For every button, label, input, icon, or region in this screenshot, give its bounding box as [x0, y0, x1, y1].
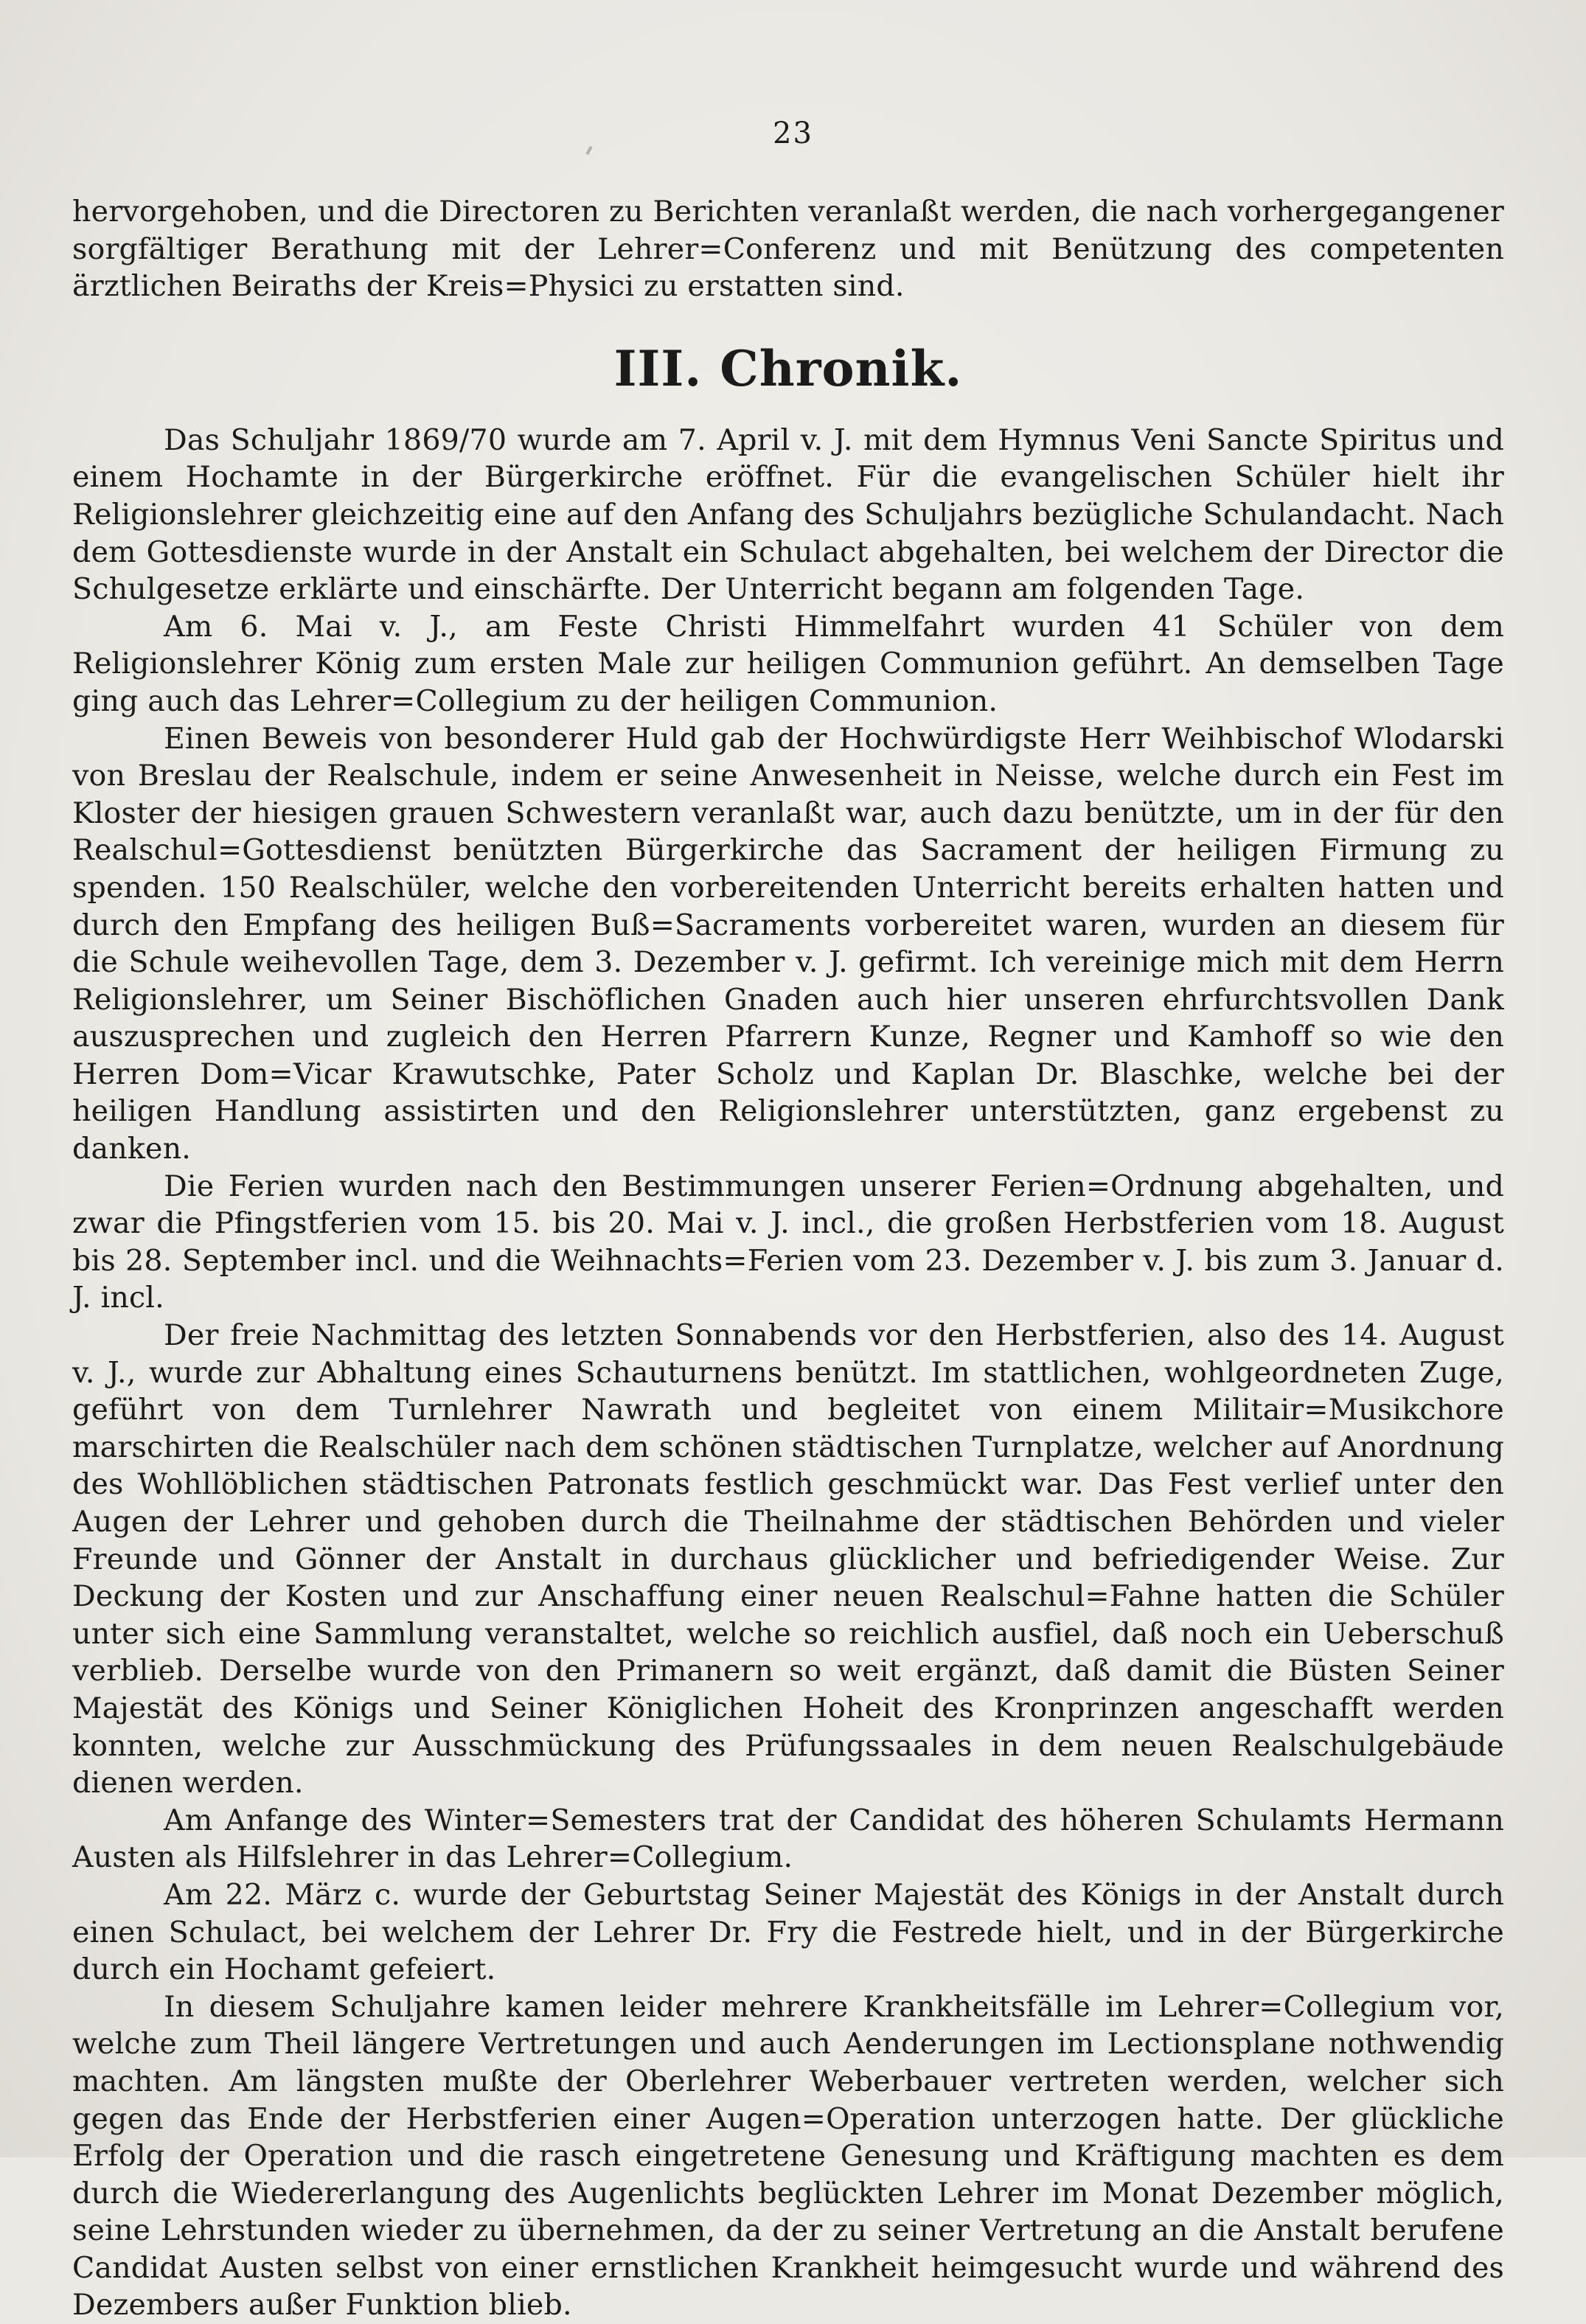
- page-number: 23: [773, 116, 813, 150]
- paragraph-confirmation: Einen Beweis von besonderer Huld gab der Hochwürdigste Herr Weihbischof Wlodarski von Breslau der Realschule, indem er seine Anwesenheit in Neisse, welche durch ein Fest im Kloster der hiesigen grauen Schwestern veranlaßt war, auch dazu benützte, um in der für den Realschul=Gottesdienst benützten Bürgerkirche das Sacrament der heiligen Firmung zu spenden. 150 Realschüler, welche den vorbereitenden Unterricht bereits erhalten hatten und durch den Empfang des heiligen Buß=Sacraments vorbereitet waren, wurden an diesem für die Schule weihevollen Tage, dem 3. Dezember v. J. gefirmt. Ich vereinige mich mit dem Herrn Religionslehrer, um Seiner Bischöflichen Gnaden auch hier unseren ehrfurchtsvollen Dank auszusprechen und zugleich den Herren Pfarrern Kunze, Regner und Kamhoff so wie den Herren Dom=Vicar Krawutschke, Pater Scholz und Kaplan Dr. Blaschke, welche bei der heiligen Handlung assistirten und den Religionslehrer unterstützten, ganz ergebenst zu danken.: [72, 721, 1504, 1166]
- paragraph-first-communion: Am 6. Mai v. J., am Feste Christi Himmelfahrt wurden 41 Schüler von dem Religionslehrer König zum ersten Male zur heiligen Communion geführt. An demselben Tage ging auch das Lehrer=Collegium zu der heiligen Communion.: [72, 609, 1504, 718]
- paragraph-kings-birthday: Am 22. März c. wurde der Geburtstag Seiner Majestät des Königs in der Anstalt durch einen Schulact, bei welchem der Lehrer Dr. Fry die Festrede hielt, und in der Bürgerkirche durch ein Hochamt gefeiert.: [72, 1877, 1504, 1987]
- paragraph-illness: In diesem Schuljahre kamen leider mehrere Krankheitsfälle im Lehrer=Collegium vor, welche zum Theil längere Vertretungen und auch Aenderungen im Lectionsplane nothwendig machten. Am längsten mußte der Oberlehrer Weberbauer vertreten werden, welcher sich gegen das Ende der Herbstferien einer Augen=Operation unterzogen hatte. Der glückliche Erfolg der Operation und die rasch eingetretene Genesung und Kräftigung machten es dem durch die Wiedererlangung des Augenlichts beglückten Lehrer im Monat Dezember möglich, seine Lehrstunden wieder zu übernehmen, da der zu seiner Vertretung an die Anstalt berufene Candidat Austen selbst von einer ernstlichen Krankheit heimgesucht wurde und während des Dezembers außer Funktion blieb.: [72, 1989, 1504, 2323]
- continuation-paragraph: hervorgehoben, und die Directoren zu Berichten veranlaßt werden, die nach vorhergegangener sorgfältiger Berathung mit der Lehrer=Conferenz und mit Benützung des competenten ärztlichen Beiraths der Kreis=Physici zu erstatten sind.: [72, 195, 1504, 304]
- page-body: [72, 193, 1504, 2324]
- section-heading: III. Chronik.: [613, 339, 963, 397]
- paragraph-gymnastics-display: Der freie Nachmittag des letzten Sonnabends vor den Herbstferien, also des 14. August v. J., wurde zur Abhaltung eines Schauturnens benützt. Im stattlichen, wohlgeordneten Zuge, geführt von dem Turnlehrer Nawrath und begleitet von einem Militair=Musikchore marschirten die Realschüler nach dem schönen städtischen Turnplatze, welcher auf Anordnung des Wohllöblichen städtischen Patronats festlich geschmückt war. Das Fest verlief unter den Augen der Lehrer und gehoben durch die Theilnahme der städtischen Behörden und vieler Freunde und Gönner der Anstalt in durchaus glücklicher und befriedigender Weise. Zur Deckung der Kosten und zur Anschaffung einer neuen Realschul=Fahne hatten die Schüler unter sich eine Sammlung veranstaltet, welche so reichlich ausfiel, daß noch ein Ueberschuß verblieb. Derselbe wurde von den Primanern so weit ergänzt, daß damit die Büsten Seiner Majestät des Königs und Seiner Königlichen Hoheit des Kronprinzen angeschafft werden konnten, welche zur Ausschmückung des Prüfungssaales in dem neuen Realschulgebäude dienen werden.: [72, 1318, 1504, 1801]
- paragraph-new-teacher: Am Anfange des Winter=Semesters trat der Candidat des höheren Schulamts Hermann Austen als Hilfslehrer in das Lehrer=Collegium.: [72, 1803, 1504, 1875]
- paragraph-holidays: Die Ferien wurden nach den Bestimmungen unserer Ferien=Ordnung abgehalten, und zwar die Pfingstferien vom 15. bis 20. Mai v. J. incl., die großen Herbstferien vom 18. August bis 28. September incl. und die Weihnachts=Ferien vom 23. Dezember v. J. bis zum 3. Januar d. J. incl.: [72, 1169, 1504, 1315]
- paragraph-school-year-opening: Das Schuljahr 1869/70 wurde am 7. April v. J. mit dem Hymnus Veni Sancte Spiritus und einem Hochamte in der Bürgerkirche eröffnet. Für die evangelischen Schüler hielt ihr Religionslehrer gleichzeitig eine auf den Anfang des Schuljahrs bezügliche Schulandacht. Nach dem Gottesdienste wurde in der Anstalt ein Schulact abgehalten, bei welchem der Director die Schulgesetze erklärte und einschärfte. Der Unterricht begann am folgenden Tage.: [72, 422, 1504, 607]
